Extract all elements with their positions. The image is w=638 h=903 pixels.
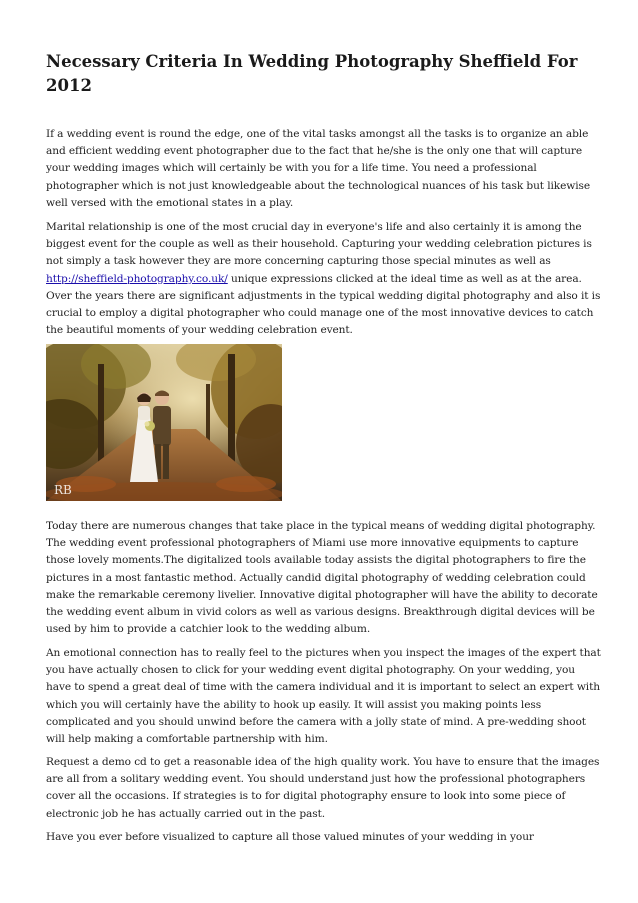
paragraph-text: Marital relationship is one of the most crucial day in everyone's life and also certainly it is among the biggest event for the couple as well as their household. Capturing your wedding celebration pictures is not simply a task however they are more concerning capturing those special minutes as well as [46, 221, 592, 268]
paragraph-text: unique expressions clicked at the ideal time as well as at the area. Over the years there are significant adjustments in the typical wedding digital photography and also it is crucial to employ a digital photographer who could manage one of the most innovative devices to catch the beautiful moments of your wedding celebration event. [46, 272, 601, 337]
paragraph-demo: Request a demo cd to get a reasonable idea of the high quality work. You have to ensure that the images are all from a solitary wedding event. You should understand just how the professional photographers cover all the occasions. If strategies is to for digital photography ensure to look into some piece of electronic job he has actually carried out in the past. [46, 756, 600, 820]
sheffield-photography-link[interactable]: http://sheffield-photography.co.uk/ [46, 272, 228, 285]
paragraph-emotional: An emotional connection has to really feel to the pictures when you inspect the images of the expert that you have actually chosen to click for your wedding event digital photography. On your wedding, you have to spend a great deal of time with the camera individual and it is important to select an expert with which you will certainly have the ability to hook up easily. It will assist you making points less complicated and you should unwind before the camera with a jolly state of mind. A pre-wedding shoot will help making a comfortable partnership with him. [46, 647, 601, 746]
article-title: Necessary Criteria In Wedding Photography Sheffield For 2012 [46, 52, 578, 95]
photo-watermark: RB [54, 483, 72, 497]
wedding-couple-photo [46, 344, 282, 501]
paragraph-visualized: Have you ever before visualized to capture all those valued minutes of your wedding in your [46, 831, 534, 843]
paragraph-intro: If a wedding event is round the edge, one of the vital tasks amongst all the tasks is to organize an able and efficient wedding event photographer due to the fact that he/she is the only one that will capture your wedding images which will certainly be with you for a life time. You need a professional photographer which is not just knowledgeable about the technological nuances of his task but likewise well versed with the emotional states in a play. [46, 128, 591, 209]
paragraph-changes: Today there are numerous changes that take place in the typical means of wedding digital photography. The wedding event professional photographers of Miami use more innovative equipments to capture those lovely moments.The digitalized tools available today assists the digital photographers to fire the pictures in a most fantastic method. Actually candid digital photography of wedding celebration could make the remarkable ceremony livelier. Innovative digital photographer will have the ability to decorate the wedding event album in vivid colors as well as various designs. Breakthrough digital devices will be used by him to provide a catchier look to the wedding album. [46, 520, 598, 636]
paragraph-marital [46, 219, 602, 339]
